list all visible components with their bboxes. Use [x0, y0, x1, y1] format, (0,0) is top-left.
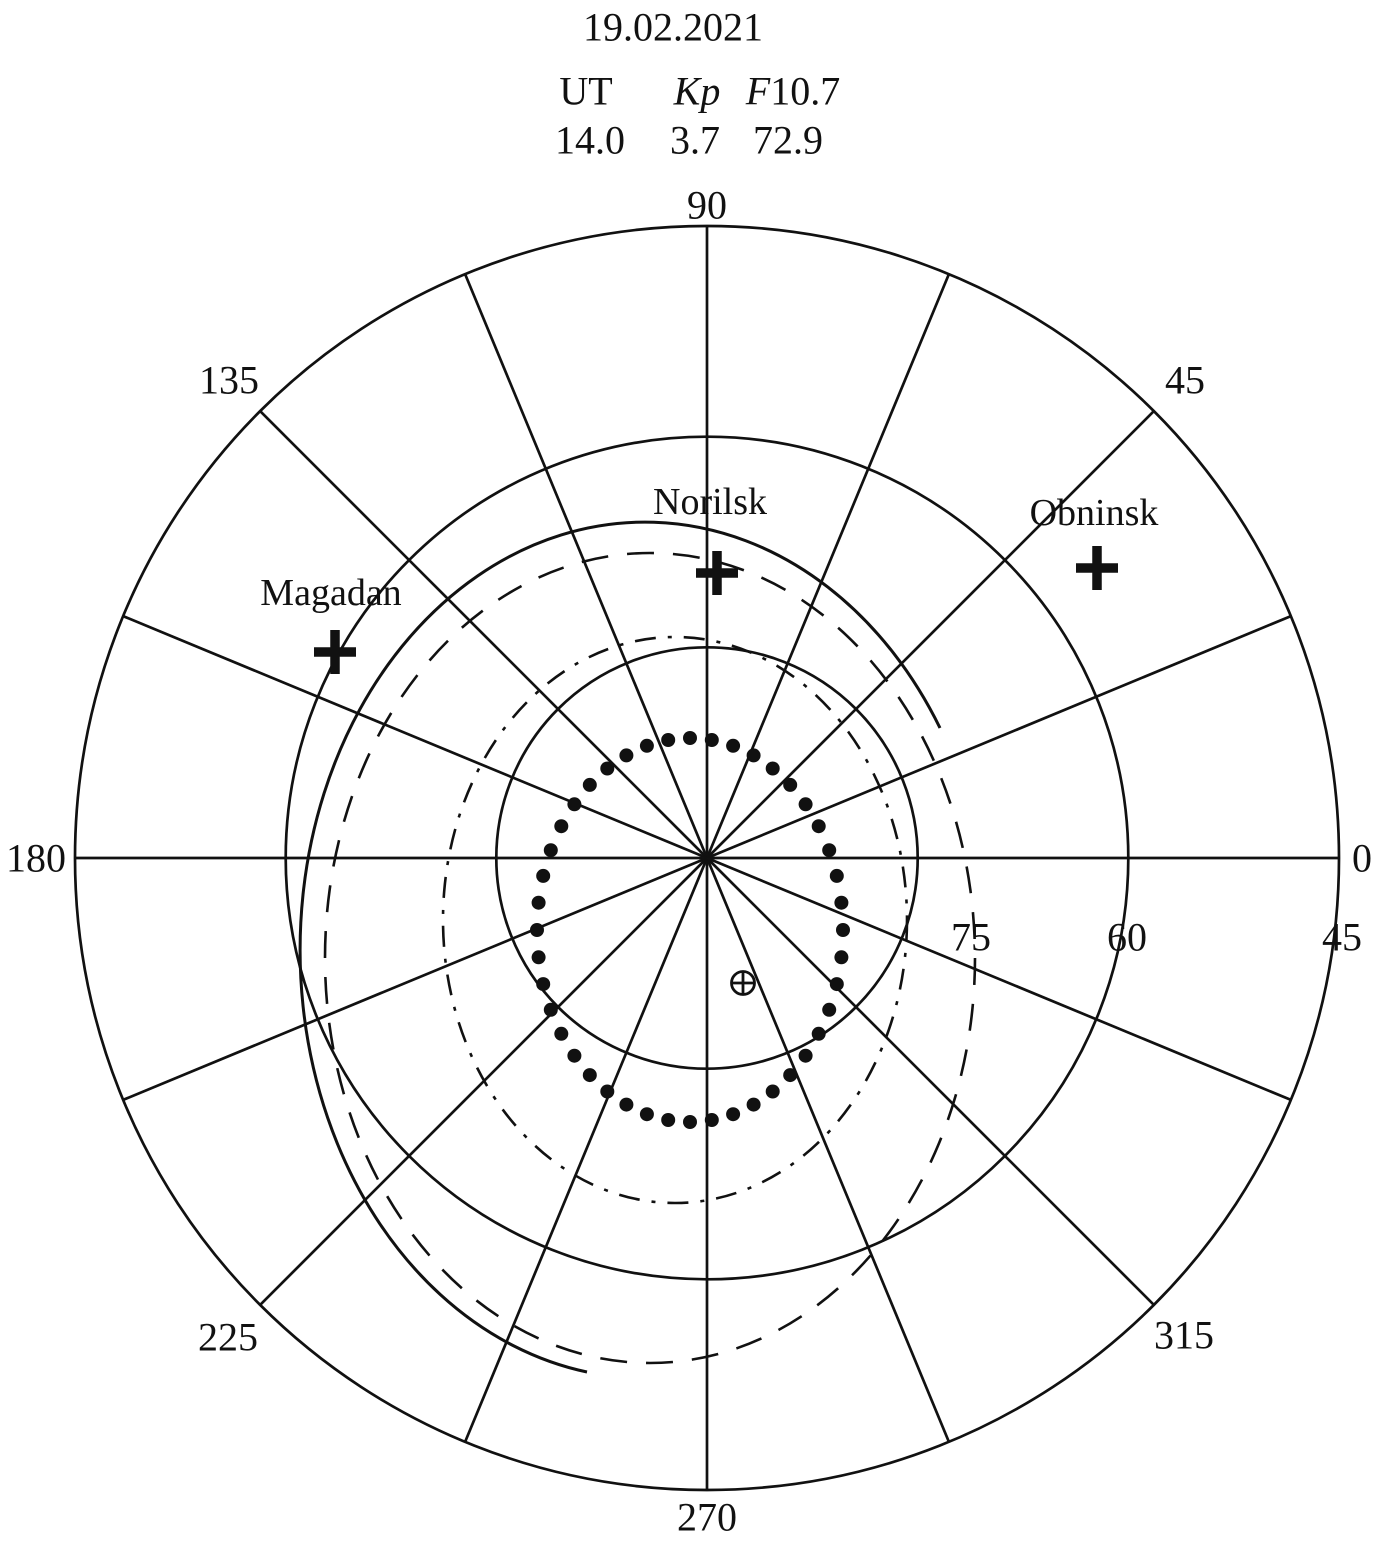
latitude-labels — [951, 915, 1362, 960]
station-label-magadan: Magadan — [260, 572, 402, 614]
boundary-dot — [640, 739, 654, 753]
boundary-dot — [554, 819, 568, 833]
boundary-dot — [619, 1098, 633, 1112]
boundary-dot — [600, 762, 614, 776]
station-cross-marker-obninsk — [1076, 546, 1118, 590]
boundary-dot — [836, 923, 850, 937]
boundary-dot — [536, 869, 550, 883]
spoke-292.5 — [707, 858, 949, 1442]
circled-plus-marker — [732, 972, 755, 995]
boundary-dot — [812, 1027, 826, 1041]
boundary-dot — [799, 797, 813, 811]
azimuth-label-270: 270 — [677, 1494, 737, 1540]
azimuth-label-0: 0 — [1352, 835, 1372, 881]
boundary-dot — [783, 778, 797, 792]
f107-label-number-part: 10.7 — [770, 68, 841, 114]
boundary-dot — [830, 869, 844, 883]
spoke-247.5 — [465, 858, 707, 1442]
station-cross-marker-norilsk — [696, 551, 738, 595]
spoke-202.5 — [123, 858, 707, 1100]
spoke-67.5 — [707, 274, 949, 858]
kp-column-label: Kp — [673, 68, 721, 114]
boundary-dot — [747, 1098, 761, 1112]
boundary-dot — [705, 733, 719, 747]
boundary-dot — [567, 797, 581, 811]
azimuth-label-315: 315 — [1154, 1312, 1214, 1358]
boundary-dot — [619, 748, 633, 762]
azimuth-label-135: 135 — [199, 357, 259, 403]
boundary-dot — [532, 896, 546, 910]
spoke-135 — [260, 411, 707, 858]
spoke-337.5 — [707, 858, 1291, 1100]
boundary-dot — [536, 977, 550, 991]
boundary-dot — [822, 843, 836, 857]
boundary-dot — [705, 1113, 719, 1127]
ut-value: 14.0 — [555, 117, 625, 163]
lat-label-60: 60 — [1107, 914, 1147, 960]
boundary-dot — [747, 748, 761, 762]
azimuth-spokes — [75, 226, 1339, 1490]
ut-column-label: UT — [559, 68, 613, 114]
azimuth-label-180: 180 — [6, 835, 66, 881]
dash-dot-oval — [443, 637, 907, 1203]
spoke-22.5 — [707, 616, 1291, 858]
boundary-dot — [544, 1003, 558, 1017]
boundary-dot — [544, 843, 558, 857]
boundary-dot — [726, 739, 740, 753]
boundary-dot — [812, 819, 826, 833]
boundary-dot — [766, 1085, 780, 1099]
boundary-dot — [532, 950, 546, 964]
lat-label-45: 45 — [1322, 914, 1362, 960]
boundary-dot — [661, 1113, 675, 1127]
boundary-dot — [640, 1107, 654, 1121]
f107-label-italic-part: F — [745, 68, 771, 114]
boundary-dot — [683, 731, 697, 745]
boundary-dot — [661, 733, 675, 747]
boundary-dot — [834, 896, 848, 910]
boundary-dot — [554, 1027, 568, 1041]
boundary-dot — [530, 923, 544, 937]
boundary-dot — [583, 778, 597, 792]
boundary-dot — [834, 950, 848, 964]
figure-date: 19.02.2021 — [583, 4, 763, 50]
f107-value: 72.9 — [753, 117, 823, 163]
kp-value: 3.7 — [670, 117, 720, 163]
stations — [260, 481, 1158, 674]
spoke-157.5 — [123, 616, 707, 858]
boundary-dot — [766, 762, 780, 776]
boundary-dot — [830, 977, 844, 991]
azimuth-labels — [6, 183, 1372, 1540]
dashed-oval — [325, 553, 975, 1363]
station-label-norilsk: Norilsk — [653, 481, 767, 523]
boundary-dot — [683, 1115, 697, 1129]
azimuth-label-225: 225 — [198, 1314, 258, 1360]
boundary-dot — [600, 1085, 614, 1099]
lat-label-75: 75 — [951, 914, 991, 960]
boundary-dot — [783, 1068, 797, 1082]
spoke-315 — [707, 858, 1154, 1305]
boundary-dot — [583, 1068, 597, 1082]
boundary-dot — [822, 1003, 836, 1017]
station-label-obninsk: Obninsk — [1029, 492, 1159, 534]
boundary-dot — [799, 1049, 813, 1063]
azimuth-label-45: 45 — [1165, 357, 1205, 403]
boundary-dot — [567, 1049, 581, 1063]
azimuth-label-90: 90 — [687, 182, 727, 228]
spoke-112.5 — [465, 274, 707, 858]
boundary-dot — [726, 1107, 740, 1121]
spoke-45 — [707, 411, 1154, 858]
